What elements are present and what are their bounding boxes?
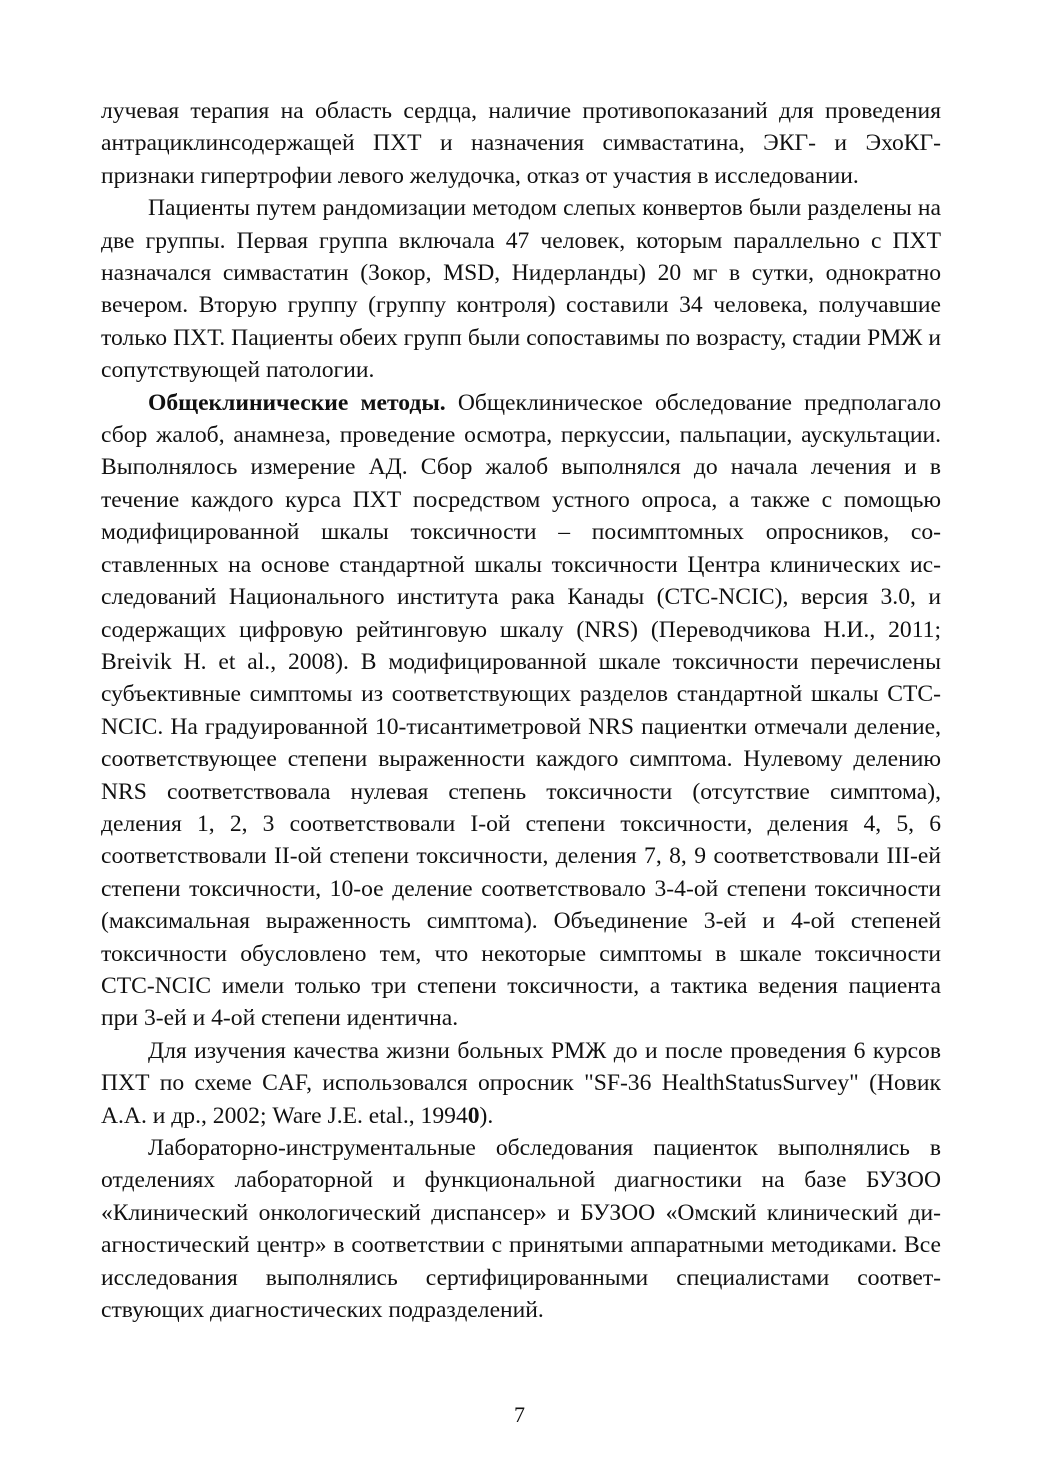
section-heading-clinical-methods: Общеклинические методы. xyxy=(148,389,446,416)
bold-digit: 0 xyxy=(467,1102,480,1129)
document-page xyxy=(101,95,941,1326)
page-number: 7 xyxy=(514,1402,525,1427)
paragraph-exclusion-criteria: лучевая терапия на область сердца, наличие противопоказаний для проведения антрациклинсодержащей ПХТ и назначения симвастатина, ЭКГ- и ЭхоКГ-признаки гипертрофии левого желудочка, отказ от участия в исследовании. xyxy=(101,98,941,189)
paragraph-clinical-methods xyxy=(101,387,941,1035)
paragraph-randomization: Пациенты путем рандомизации методом слепых конвертов были разделены на две группы. Первая группа включала 47 человек, которым параллельно с ПХТ назначался симвастатин (Зокор, MSD, Нидерланды) 20 мг в сутки, однократно вечером. Вторую группу (группу контроля) составили 34 человека, получавшие только ПХТ. Пациенты обеих групп были сопоставимы по возрасту, стадии РМЖ и сопутствующей патологии. xyxy=(101,195,941,384)
paragraph-quality-of-life xyxy=(101,1035,941,1132)
paragraph-laboratory: Лабораторно-инструментальные обследования пациенток выполнялись в отделениях лабораторной и функциональной диагностики на базе БУЗОО «Клинический онкологический диспансер» и БУЗОО «Омский клинический диагностический центр» в соответствии с принятыми аппаратными методиками. Все исследования выполнялись сертифицированными специалистами соответствующих диагностических подразделений. xyxy=(101,1135,941,1324)
paragraph-clinical-methods-body: Общеклиническое обследование предполагало сбор жалоб, анамнеза, проведение осмотра, перкуссии, пальпации, аускультации. Выполнялось измерение АД. Сбор жалоб выполнялся до начала лечения и в течение каждого курса ПХТ посредством устного опроса, а также с помощью модифицированной шкалы токсичности – посимптомных опросников, составленных на основе стандартной шкалы токсичности Центра клинических исследований Национального института рака Канады (CTC-NCIC), версия 3.0, и содержащих цифровую рейтинговую шкалу (NRS) (Переводчикова Н.И., 2011; Breivik H. et al., 2008). В модифицированной шкале токсичности перечислены субъективные симптомы из соответствующих разделов стандартной шкалы CTC-NCIC. На градуированной 10-тисантиметровой NRS пациентки отмечали деление, соответствующее степени выраженности каждого симптома. Нулевому делению NRS соответствовала нулевая степень токсичности (отсутствие симптома), деления 1, 2, 3 соответствовали I-ой степени токсичности, деления 4, 5, 6 соответствовали II-ой степени токсичности, деления 7, 8, 9 соответствовали III-ей степени токсичности, 10-ое деление соответствовало 3-4-ой степени токсичности (максимальная выраженность симптома). Объединение 3-ей и 4-ой степеней токсичности обусловлено тем, что некоторые симптомы в шкале токсичности CTC-NCIC имели только три степени токсичности, а тактика ведения пациента при 3-ей и 4-ой степени идентична. xyxy=(101,389,941,1032)
paragraph-quality-of-life-end: ). xyxy=(479,1102,494,1129)
paragraph-quality-of-life-main: Для изучения качества жизни больных РМЖ до и после проведения 6 курсов ПХТ по схеме CAF, использовался опросник "SF-36 HealthStatusSurvey" (Новик А.А. и др., 2002; Ware J.E. etal., 1994 xyxy=(101,1037,941,1129)
